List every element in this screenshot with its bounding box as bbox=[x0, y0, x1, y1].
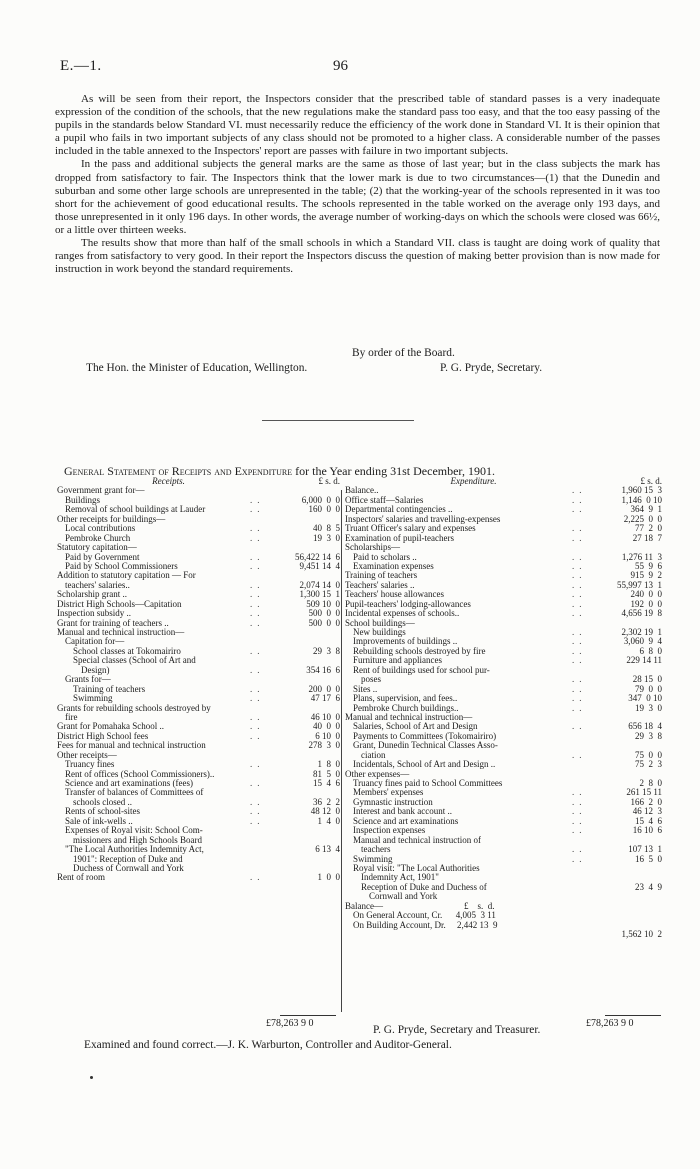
receipts-label: Grants for— bbox=[65, 674, 111, 685]
expenditure-label: Science and art examinations bbox=[353, 815, 459, 826]
leader-dots: .. bbox=[250, 815, 265, 826]
expenditure-amount: 79 0 0 bbox=[635, 683, 662, 694]
expenditure-amount: 261 15 11 bbox=[626, 787, 662, 798]
receipts-total: £78,263 9 0 bbox=[266, 1018, 314, 1029]
expenditure-amount: 1,276 11 3 bbox=[621, 551, 662, 562]
ink-spot bbox=[90, 1076, 93, 1079]
expenditure-label: Incidental expenses of schools.. bbox=[345, 608, 460, 619]
leader-dots: .. bbox=[572, 674, 587, 685]
leader-dots: .. bbox=[250, 504, 265, 515]
receipts-amount: 278 3 0 bbox=[308, 740, 340, 751]
expenditure-header-row bbox=[345, 477, 662, 486]
receipts-amount: 1 8 0 bbox=[317, 759, 340, 770]
leader-dots: .. bbox=[572, 589, 587, 600]
receipts-amount: 15 4 6 bbox=[313, 778, 340, 788]
expenditure-label: Inspection expenses bbox=[353, 825, 426, 836]
leader-dots: .. bbox=[572, 608, 587, 619]
expenditure-label: Truant Officer's salary and expenses bbox=[345, 523, 476, 534]
leader-dots: .. bbox=[250, 560, 265, 571]
currency-header: £ s. d. bbox=[640, 476, 662, 486]
receipts-heading: Receipts. bbox=[152, 476, 185, 486]
receipts-amount: 2,074 14 0 bbox=[299, 579, 340, 590]
expenditure-amount: 192 0 0 bbox=[630, 598, 662, 609]
expenditure-amount: 2,302 19 1 bbox=[621, 627, 662, 637]
expenditure-row bbox=[345, 930, 662, 939]
receipts-label: Buildings bbox=[65, 494, 101, 505]
expenditure-amount: 55 9 6 bbox=[635, 560, 662, 571]
receipts-label: fire bbox=[65, 711, 78, 722]
statement-title-rest: for the Year ending 31st December, 1901. bbox=[292, 464, 495, 478]
leader-dots: .. bbox=[250, 494, 265, 505]
receipts-label: Rent of room bbox=[57, 872, 105, 883]
leader-dots: .. bbox=[250, 551, 265, 562]
expenditure-amount: 75 2 3 bbox=[635, 759, 662, 770]
leader-dots: .. bbox=[572, 815, 587, 826]
leader-dots: .. bbox=[572, 551, 587, 562]
receipts-label: Design) bbox=[81, 664, 110, 675]
leader-dots: .. bbox=[572, 844, 587, 855]
receipts-label: Capitation for— bbox=[65, 636, 125, 647]
expenditure-row bbox=[345, 666, 662, 675]
receipts-amount: 36 2 2 bbox=[313, 796, 340, 807]
receipts-label: Removal of school buildings at Lauder bbox=[65, 504, 206, 515]
receipts-label: Truancy fines bbox=[65, 759, 115, 770]
expenditure-column bbox=[345, 477, 662, 939]
leader-dots: .. bbox=[250, 778, 265, 788]
expenditure-total-rule bbox=[605, 1015, 661, 1016]
expenditure-amount: 240 0 0 bbox=[630, 589, 662, 600]
receipts-amount: 81 5 0 bbox=[313, 768, 340, 779]
receipts-label: Local contributions bbox=[65, 523, 136, 534]
expenditure-label: Manual and technical instruction of bbox=[353, 834, 481, 845]
leader-dots: .. bbox=[572, 598, 587, 609]
leader-dots: .. bbox=[572, 693, 587, 704]
expenditure-amount: 1,146 0 10 bbox=[621, 494, 662, 505]
leader-dots: .. bbox=[250, 683, 265, 694]
leader-dots: .. bbox=[250, 598, 265, 609]
leader-dots: .. bbox=[572, 655, 587, 666]
receipts-label: Rents of school-sites bbox=[65, 806, 140, 817]
treasurer-signature: P. G. Pryde, Secretary and Treasurer. bbox=[373, 1024, 541, 1036]
receipts-row bbox=[57, 873, 340, 882]
receipts-label: Paid by School Commissioners bbox=[65, 560, 178, 571]
expenditure-row bbox=[345, 675, 662, 684]
receipts-amount: 200 0 0 bbox=[308, 683, 340, 694]
page-ref: E.—1. bbox=[60, 58, 102, 74]
receipts-label: teachers' salaries.. bbox=[65, 579, 130, 590]
receipts-amount: 160 0 0 bbox=[308, 504, 340, 515]
leader-dots: .. bbox=[250, 721, 265, 732]
expenditure-row bbox=[345, 836, 662, 845]
receipts-label: Special classes (School of Art and bbox=[73, 655, 196, 666]
leader-dots: .. bbox=[250, 532, 265, 543]
receipts-amount: 19 3 0 bbox=[313, 532, 340, 543]
receipts-amount: 48 12 0 bbox=[310, 806, 340, 817]
leader-dots: .. bbox=[572, 683, 587, 694]
report-paragraph: The results show that more than half of the small schools in which a Standard VII. class is taught are doing work of quality that ranges from satisfactory to very good. In their report the Inspectors discuss the question of making better provision than is now made for instruction in work beyond the standard requirements. bbox=[55, 237, 660, 276]
receipts-label: missioners and High Schools Board bbox=[73, 834, 202, 845]
expenditure-label: Examination expenses bbox=[353, 560, 434, 571]
expenditure-amount: 364 9 1 bbox=[630, 504, 662, 515]
report-paragraph: As will be seen from their report, the Inspectors consider that the prescribed table of standard passes is a very inadequate expression of the condition of the schools, that the new regulations make the standard pass too easy, and that the too easy passing of the pupils in the standards below Standard VI. must necessarily reduce the efficiency of the work done in Standard VI. It is their opinion that a pupil who fails in two important subjects of any class should not be promoted to a higher class. A considerable number of the passes included in the table annexed to the Inspectors' report are passes with failure in two important subjects. bbox=[55, 93, 660, 158]
receipts-amount: 6,000 0 0 bbox=[301, 494, 340, 505]
expenditure-label: Teachers' house allowances bbox=[345, 589, 444, 600]
expenditure-label: Balance.. bbox=[345, 485, 379, 496]
receipts-row bbox=[57, 704, 340, 713]
expenditure-label: Payments to Committees (Tokomairiro) bbox=[353, 730, 497, 741]
expenditure-label: Pembroke Church buildings.. bbox=[353, 702, 459, 713]
receipts-label: School classes at Tokomairiro bbox=[73, 645, 181, 656]
receipts-label: Science and art examinations (fees) bbox=[65, 778, 193, 788]
receipts-label: Pembroke Church bbox=[65, 532, 131, 543]
expenditure-amount: 29 3 8 bbox=[635, 730, 662, 741]
expenditure-label: New buildings bbox=[353, 627, 406, 637]
expenditure-label: Teachers' salaries .. bbox=[345, 579, 415, 590]
expenditure-label: Other expenses— bbox=[345, 768, 410, 779]
expenditure-label: Balance— £ s. d. bbox=[345, 900, 495, 911]
leader-dots: .. bbox=[250, 608, 265, 619]
leader-dots: .. bbox=[572, 749, 587, 760]
expenditure-label: Furniture and appliances bbox=[353, 655, 442, 666]
expenditure-label: Rebuilding schools destroyed by fire bbox=[353, 645, 486, 656]
currency-header: £ s. d. bbox=[318, 476, 340, 486]
expenditure-amount: 28 15 0 bbox=[632, 674, 662, 685]
receipts-label: Addition to statutory capitation — For bbox=[57, 570, 196, 581]
receipts-label: Training of teachers bbox=[73, 683, 146, 694]
receipts-label: Manual and technical instruction— bbox=[57, 627, 185, 637]
expenditure-amount: 3,060 9 4 bbox=[623, 636, 662, 647]
expenditure-amount: 15 4 6 bbox=[635, 815, 662, 826]
receipts-amount: 40 8 5 bbox=[313, 523, 340, 534]
expenditure-amount: 75 0 0 bbox=[635, 749, 662, 760]
receipts-label: Rent of offices (School Commissioners).. bbox=[65, 768, 215, 779]
expenditure-label: Improvements of buildings .. bbox=[353, 636, 458, 647]
receipts-label: Statutory capitation— bbox=[57, 542, 137, 553]
receipts-label: Expenses of Royal visit: School Com- bbox=[65, 825, 203, 836]
receipts-amount: 47 17 6 bbox=[310, 693, 340, 704]
receipts-label: Fees for manual and technical instruction bbox=[57, 740, 206, 751]
receipts-amount: 6 13 4 bbox=[315, 844, 340, 855]
receipts-label: Other receipts for buildings— bbox=[57, 513, 166, 524]
receipts-total-rule bbox=[280, 1015, 336, 1016]
expenditure-label: poses bbox=[361, 674, 381, 685]
expenditure-amount: 2,225 0 0 bbox=[623, 513, 662, 524]
receipts-amount: 1 4 0 bbox=[317, 815, 340, 826]
leader-dots: .. bbox=[572, 787, 587, 798]
receipts-label: 1901": Reception of Duke and bbox=[73, 853, 183, 864]
expenditure-label: Swimming bbox=[353, 853, 393, 864]
expenditure-amount: 1,960 15 3 bbox=[621, 485, 662, 496]
expenditure-amount: 229 14 11 bbox=[626, 655, 662, 666]
leader-dots: .. bbox=[572, 532, 587, 543]
leader-dots: .. bbox=[250, 693, 265, 704]
receipts-label: Government grant for— bbox=[57, 485, 145, 496]
expenditure-amount: 55,997 13 1 bbox=[617, 579, 662, 590]
expenditure-amount: 2 8 0 bbox=[639, 778, 662, 788]
expenditure-row bbox=[345, 921, 662, 930]
leader-dots: .. bbox=[572, 570, 587, 581]
expenditure-amount: 347 0 10 bbox=[628, 693, 662, 704]
receipts-amount: 1 0 0 bbox=[317, 872, 340, 883]
receipts-amount: 9,451 14 4 bbox=[299, 560, 340, 571]
leader-dots: .. bbox=[250, 579, 265, 590]
expenditure-amount: 16 5 0 bbox=[635, 853, 662, 864]
expenditure-label: School buildings— bbox=[345, 617, 415, 628]
expenditure-label: Gymnastic instruction bbox=[353, 796, 433, 807]
expenditure-label: Paid to scholars .. bbox=[353, 551, 417, 562]
leader-dots: .. bbox=[250, 759, 265, 770]
expenditure-label: Reception of Duke and Duchess of bbox=[361, 881, 487, 892]
report-signature: P. G. Pryde, Secretary. bbox=[440, 362, 543, 374]
receipts-label: Other receipts— bbox=[57, 749, 117, 760]
expenditure-label: Truancy fines paid to School Committees bbox=[353, 778, 503, 788]
receipts-amount: 1,300 15 1 bbox=[299, 589, 340, 600]
expenditure-amount: 6 8 0 bbox=[639, 645, 662, 656]
leader-dots: .. bbox=[250, 523, 265, 534]
expenditure-heading: Expenditure. bbox=[450, 476, 497, 486]
receipts-amount: 509 10 0 bbox=[306, 598, 340, 609]
expenditure-amount: 656 18 4 bbox=[628, 721, 662, 732]
expenditure-amount: 107 13 1 bbox=[628, 844, 662, 855]
leader-dots: .. bbox=[572, 627, 587, 637]
receipts-amount: 29 3 8 bbox=[313, 645, 340, 656]
receipts-label: Transfer of balances of Committees of bbox=[65, 787, 204, 798]
expenditure-label: Indemnity Act, 1901" bbox=[361, 872, 439, 883]
leader-dots: .. bbox=[250, 872, 265, 883]
expenditure-label: Rent of buildings used for school pur- bbox=[353, 664, 490, 675]
report-paragraph: In the pass and additional subjects the general marks are the same as those of last year; but in the class subjects the mark has dropped from satisfactory to fair. The Inspectors think that the lower mark is due to two circumstances—(1) that the Dunedin and suburban and some other large schools are unrepresented in the table; (2) that the working-year of the schools represented in it was too short for the achievement of good educational results. The schools represented in the table worked on the average only 193 days, and those unrepresented in it only 196 days. In other words, the average number of working-days on which the schools were closed was 66½, or a little over thirteen weeks. bbox=[55, 158, 660, 236]
leader-dots: .. bbox=[572, 560, 587, 571]
leader-dots: .. bbox=[572, 853, 587, 864]
expenditure-label: Training of teachers bbox=[345, 570, 418, 581]
expenditure-total: £78,263 9 0 bbox=[586, 1018, 634, 1029]
expenditure-label: Cornwall and York bbox=[369, 891, 438, 902]
receipts-label: Scholarship grant .. bbox=[57, 589, 127, 600]
leader-dots: .. bbox=[572, 494, 587, 505]
expenditure-label: Sites .. bbox=[353, 683, 378, 694]
leader-dots: .. bbox=[572, 523, 587, 534]
leader-dots: .. bbox=[250, 730, 265, 741]
leader-dots: .. bbox=[250, 589, 265, 600]
expenditure-label: On Building Account, Dr. 2,442 13 9 bbox=[353, 919, 498, 930]
expenditure-amount: 166 2 0 bbox=[630, 796, 662, 807]
expenditure-label: Members' expenses bbox=[353, 787, 424, 798]
receipts-amount: 56,422 14 6 bbox=[295, 551, 340, 562]
report-text bbox=[55, 93, 660, 276]
statement-title-main: General Statement of Receipts and Expenditure bbox=[64, 464, 293, 478]
expenditure-label: Pupil-teachers' lodging-allowances bbox=[345, 598, 471, 609]
leader-dots: .. bbox=[250, 617, 265, 628]
expenditure-label: Scholarships— bbox=[345, 542, 400, 553]
addressee: The Hon. the Minister of Education, Wellington. bbox=[86, 362, 308, 374]
receipts-column bbox=[57, 477, 340, 883]
leader-dots: .. bbox=[572, 504, 587, 515]
leader-dots: .. bbox=[572, 721, 587, 732]
expenditure-label: Salaries, School of Art and Design bbox=[353, 721, 478, 732]
receipts-label: Grant for Pomahaka School .. bbox=[57, 721, 164, 732]
leader-dots: .. bbox=[250, 664, 265, 675]
leader-dots: .. bbox=[572, 702, 587, 713]
leader-dots: .. bbox=[572, 825, 587, 836]
receipts-label: Grants for rebuilding schools destroyed by bbox=[57, 702, 211, 713]
leader-dots: .. bbox=[572, 806, 587, 817]
expenditure-amount: 4,656 19 8 bbox=[621, 608, 662, 619]
expenditure-amount: 16 10 6 bbox=[632, 825, 662, 836]
receipts-label: Swimming bbox=[73, 693, 113, 704]
expenditure-amount: 27 18 7 bbox=[632, 532, 662, 543]
receipts-label: Duchess of Cornwall and York bbox=[73, 862, 184, 873]
receipts-label: schools closed .. bbox=[73, 796, 132, 807]
leader-dots: .. bbox=[572, 645, 587, 656]
expenditure-amount: 915 9 2 bbox=[630, 570, 662, 581]
expenditure-label: Grant, Dunedin Technical Classes Asso- bbox=[353, 740, 498, 751]
expenditure-label: Interest and bank account .. bbox=[353, 806, 452, 817]
leader-dots: .. bbox=[250, 806, 265, 817]
expenditure-amount: 23 4 9 bbox=[635, 881, 662, 892]
receipts-label: Sale of ink-wells .. bbox=[65, 815, 133, 826]
expenditure-row bbox=[345, 741, 662, 750]
expenditure-label: ciation bbox=[361, 749, 386, 760]
expenditure-label: On General Account, Cr. 4,005 3 11 bbox=[353, 910, 496, 921]
receipts-amount: 46 10 0 bbox=[310, 711, 340, 722]
receipts-label: Paid by Government bbox=[65, 551, 140, 562]
receipts-label: District High School fees bbox=[57, 730, 149, 741]
expenditure-label: Incidentals, School of Art and Design .. bbox=[353, 759, 496, 770]
receipts-label: District High Schools—Capitation bbox=[57, 598, 182, 609]
receipts-amount: 354 16 6 bbox=[306, 664, 340, 675]
receipts-amount: 500 0 0 bbox=[308, 617, 340, 628]
expenditure-label: Royal visit: "The Local Authorities bbox=[353, 862, 480, 873]
auditor-certification: Examined and found correct.—J. K. Warburton, Controller and Auditor-General. bbox=[84, 1039, 452, 1051]
column-separator bbox=[341, 490, 342, 1012]
receipts-label: "The Local Authorities Indemnity Act, bbox=[65, 844, 204, 855]
leader-dots: .. bbox=[250, 645, 265, 656]
expenditure-amount: 19 3 0 bbox=[635, 702, 662, 713]
expenditure-label: Office staff—Salaries bbox=[345, 494, 424, 505]
expenditure-label: Departmental contingencies .. bbox=[345, 504, 453, 515]
leader-dots: .. bbox=[572, 636, 587, 647]
expenditure-label: Manual and technical instruction— bbox=[345, 711, 473, 722]
section-divider bbox=[262, 420, 414, 421]
expenditure-label: Inspectors' salaries and travelling-expenses bbox=[345, 513, 501, 524]
expenditure-amount: 77 2 0 bbox=[635, 523, 662, 534]
expenditure-label: Plans, supervision, and fees.. bbox=[353, 693, 458, 704]
leader-dots: .. bbox=[572, 579, 587, 590]
by-order-line: By order of the Board. bbox=[352, 347, 455, 359]
receipts-label: Grant for training of teachers .. bbox=[57, 617, 169, 628]
page-number: 96 bbox=[333, 58, 348, 74]
leader-dots: .. bbox=[250, 796, 265, 807]
receipts-amount: 500 0 0 bbox=[308, 608, 340, 619]
receipts-amount: 6 10 0 bbox=[315, 730, 340, 741]
expenditure-label: Examination of pupil-teachers bbox=[345, 532, 454, 543]
expenditure-label: teachers bbox=[361, 844, 391, 855]
receipts-amount: 40 0 0 bbox=[313, 721, 340, 732]
leader-dots: .. bbox=[250, 711, 265, 722]
expenditure-amount: 1,562 10 2 bbox=[621, 929, 662, 939]
leader-dots: .. bbox=[572, 485, 587, 496]
expenditure-amount: 46 12 3 bbox=[632, 806, 662, 817]
receipts-label: Inspection subsidy .. bbox=[57, 608, 131, 619]
leader-dots: .. bbox=[572, 796, 587, 807]
